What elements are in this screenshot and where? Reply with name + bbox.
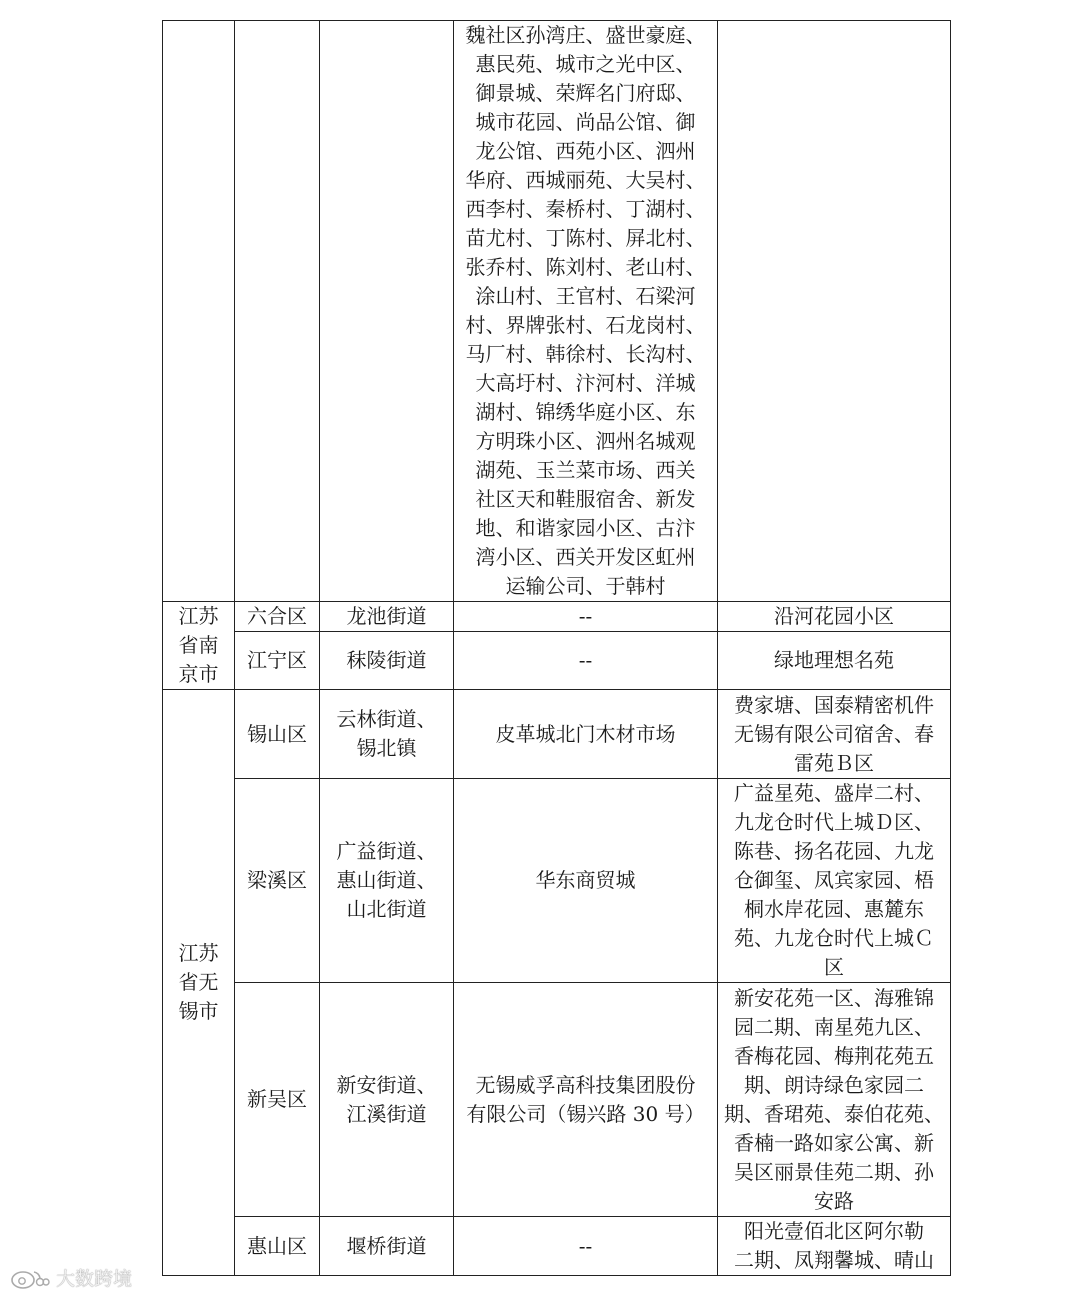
street-cell: 广益街道、 惠山街道、 山北街道 <box>320 779 454 983</box>
watermark-text: 大数跨境 <box>56 1268 133 1290</box>
table-row <box>163 983 951 1217</box>
district-cell <box>235 21 320 602</box>
weibo-logo-icon <box>10 1266 50 1290</box>
street-cell: 秣陵街道 <box>320 632 454 690</box>
mid-risk-cell: 绿地理想名苑 <box>718 632 951 690</box>
street-cell: 龙池街道 <box>320 602 454 632</box>
risk-area-table <box>162 20 951 1276</box>
table-row <box>163 779 951 983</box>
high-risk-cell: 华东商贸城 <box>454 779 718 983</box>
mid-risk-cell: 阳光壹佰北区阿尔勒 二期、凤翔馨城、晴山 <box>718 1217 951 1276</box>
street-cell: 堰桥街道 <box>320 1217 454 1276</box>
mid-risk-cell: 沿河花园小区 <box>718 602 951 632</box>
high-risk-cell: -- <box>454 632 718 690</box>
street-cell: 新安街道、 江溪街道 <box>320 983 454 1217</box>
street-cell: 云林街道、 锡北镇 <box>320 690 454 779</box>
high-risk-cell: -- <box>454 602 718 632</box>
table-row <box>163 690 951 779</box>
district-cell: 惠山区 <box>235 1217 320 1276</box>
district-cell: 江宁区 <box>235 632 320 690</box>
province-city-cell <box>163 21 235 602</box>
area-list-cell <box>718 21 951 602</box>
province-city-cell: 江苏 省无 锡市 <box>163 690 235 1276</box>
mid-risk-cell: 广益星苑、盛岸二村、 九龙仓时代上城Ｄ区、 陈巷、扬名花园、九龙 仓御玺、凤宾家园、梧 桐水岸花园、惠麓东 苑、九龙仓时代上城Ｃ 区 <box>718 779 951 983</box>
table-row <box>163 602 951 632</box>
mid-risk-cell: 新安花苑一区、海雅锦 园二期、南星苑九区、 香梅花园、梅荆花苑五 期、朗诗绿色家园二 期、香珺苑、泰伯花苑、 香楠一路如家公寓、新 吴区丽景佳苑二期、孙 安路 <box>718 983 951 1217</box>
district-cell: 六合区 <box>235 602 320 632</box>
province-city-cell: 江苏 省南 京市 <box>163 602 235 690</box>
district-cell: 梁溪区 <box>235 779 320 983</box>
watermark <box>10 1264 132 1291</box>
mid-risk-cell: 费家塘、国泰精密机件 无锡有限公司宿舍、春 雷苑Ｂ区 <box>718 690 951 779</box>
table-row <box>163 1217 951 1276</box>
table-row <box>163 21 951 602</box>
table-row <box>163 632 951 690</box>
high-risk-cell: -- <box>454 1217 718 1276</box>
high-risk-cell: 皮革城北门木材市场 <box>454 690 718 779</box>
street-cell <box>320 21 454 602</box>
district-cell: 新吴区 <box>235 983 320 1217</box>
district-cell: 锡山区 <box>235 690 320 779</box>
high-risk-cell: 无锡威孚高科技集团股份 有限公司（锡兴路 30 号） <box>454 983 718 1217</box>
area-list-cell: 魏社区孙湾庄、盛世豪庭、 惠民苑、城市之光中区、 御景城、荣辉名门府邸、 城市花园、尚品公馆、御 龙公馆、西苑小区、泗州 华府、西城丽苑、大吴村、 西李村、秦桥村、丁湖村、 苗尤村、丁陈村、屏北村、 张乔村、陈刘村、老山村、 涂山村、王官村、石梁河 村、界牌张村、石龙岗村、 马厂村、韩徐村、长沟村、 大高圩村、汴河村、洋城 湖村、锦绣华庭小区、东 方明珠小区、泗州名城观 湖苑、玉兰菜市场、西关 社区天和鞋服宿舍、新发 地、和谐家园小区、古汴 湾小区、西关开发区虹州 运输公司、于韩村 <box>454 21 718 602</box>
